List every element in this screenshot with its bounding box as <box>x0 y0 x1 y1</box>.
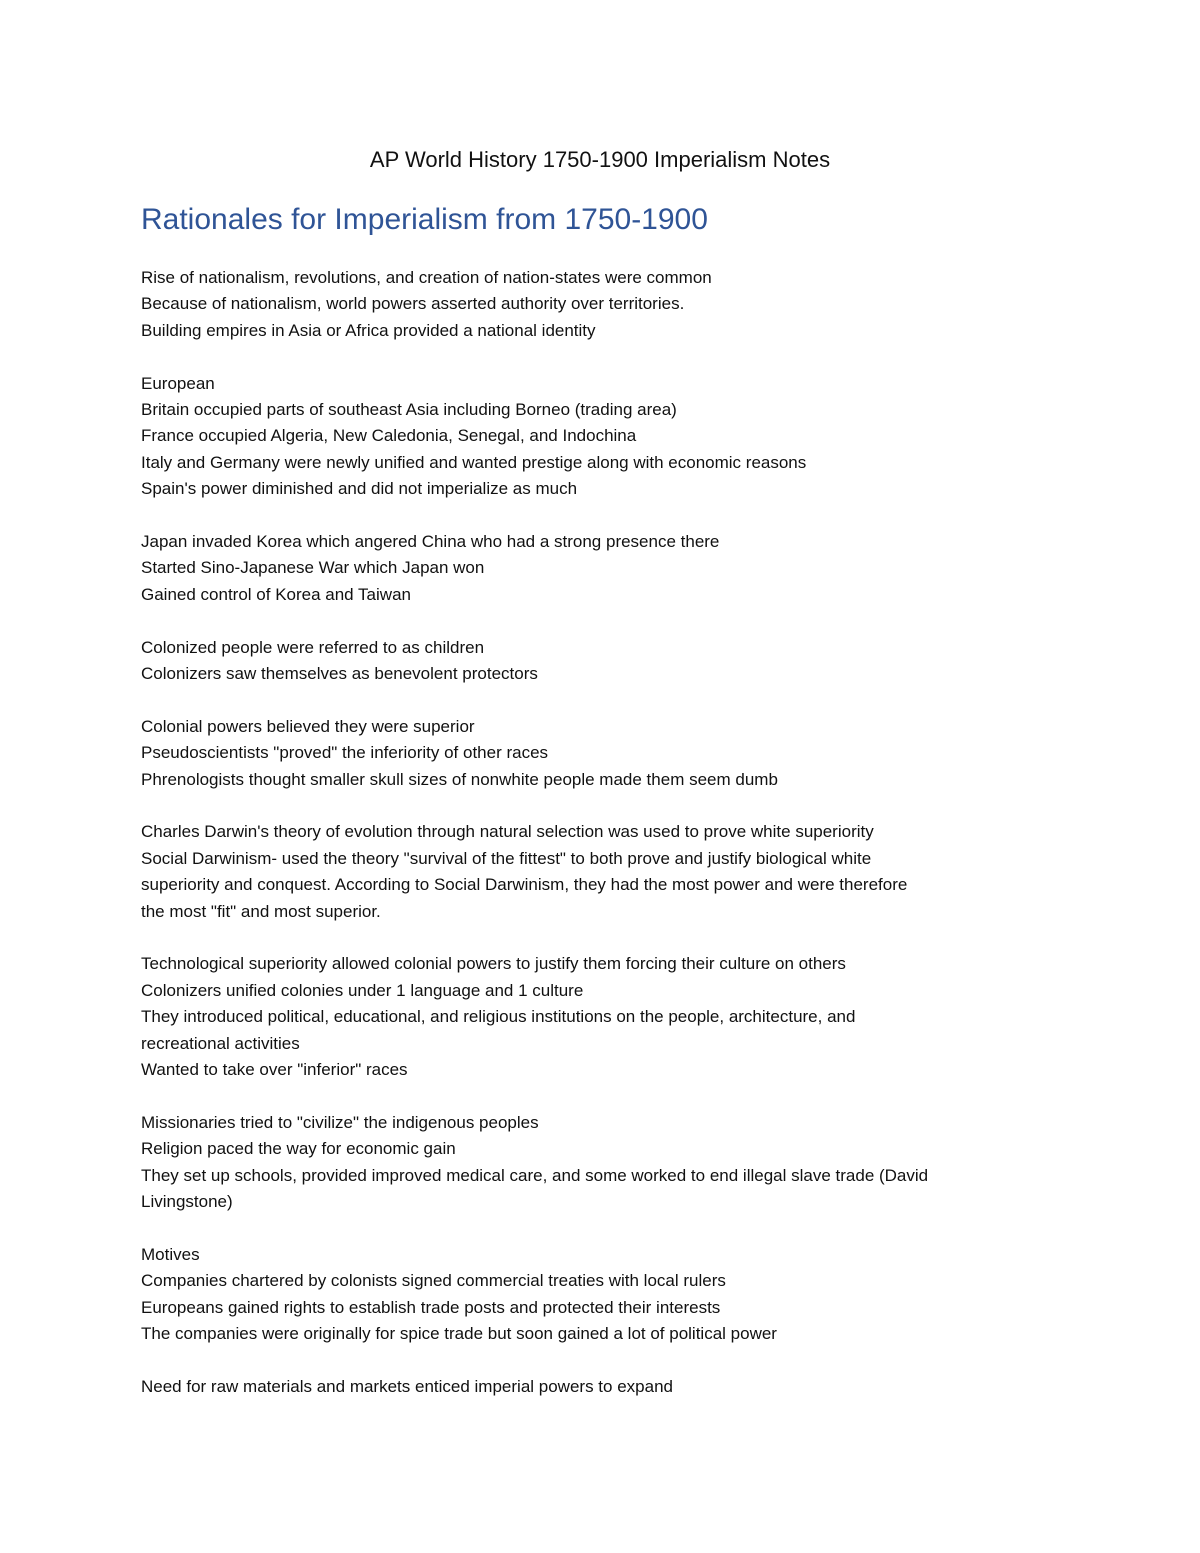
text-line: Colonizers unified colonies under 1 language and 1 culture <box>141 980 584 1000</box>
text-line: European <box>141 373 215 393</box>
notes-paragraph <box>141 635 1071 688</box>
text-line: Pseudoscientists "proved" the inferiority of other races <box>141 743 549 763</box>
text-line: Technological superiority allowed colonial powers to justify them forcing their culture on others <box>141 954 846 974</box>
notes-paragraph <box>141 714 1071 793</box>
text-line: superiority and conquest. According to Social Darwinism, they had the most power and were therefore <box>141 875 908 895</box>
text-line: Colonized people were referred to as children <box>141 637 485 657</box>
text-line: France occupied Algeria, New Caledonia, Senegal, and Indochina <box>141 426 637 446</box>
text-line: Gained control of Korea and Taiwan <box>141 584 411 604</box>
text-line: Social Darwinism- used the theory "survival of the fittest" to both prove and justify biological white <box>141 848 872 868</box>
text-line: Need for raw materials and markets enticed imperial powers to expand <box>141 1376 673 1396</box>
text-line: Colonizers saw themselves as benevolent protectors <box>141 664 538 684</box>
notes-paragraph <box>141 371 1071 503</box>
text-line: recreational activities <box>141 1033 300 1053</box>
text-line: Rise of nationalism, revolutions, and creation of nation-states were common <box>141 268 712 287</box>
notes-paragraph <box>141 1110 1071 1216</box>
document-title: AP World History 1750-1900 Imperialism Notes <box>369 147 831 172</box>
text-line: Motives <box>141 1244 200 1264</box>
notes-body <box>141 265 1071 1427</box>
text-line: Charles Darwin's theory of evolution through natural selection was used to prove white superiority <box>141 822 874 842</box>
notes-paragraph <box>141 1374 1071 1400</box>
text-line: Italy and Germany were newly unified and wanted prestige along with economic reasons <box>141 452 807 472</box>
text-line: Started Sino-Japanese War which Japan won <box>141 558 485 578</box>
text-line: Japan invaded Korea which angered China who had a strong presence there <box>141 532 720 552</box>
text-line: Wanted to take over "inferior" races <box>141 1060 408 1080</box>
text-line: Companies chartered by colonists signed commercial treaties with local rulers <box>141 1271 726 1291</box>
text-line: Missionaries tried to "civilize" the indigenous peoples <box>141 1112 539 1132</box>
section-heading: Rationales for Imperialism from 1750-1900 <box>141 203 708 236</box>
text-line: Spain's power diminished and did not imperialize as much <box>141 479 578 499</box>
text-line: They set up schools, provided improved medical care, and some worked to end illegal slave trade (David <box>141 1165 929 1185</box>
text-line: the most "fit" and most superior. <box>141 901 381 921</box>
text-line: They introduced political, educational, and religious institutions on the people, architecture, and <box>141 1007 856 1027</box>
text-line: Colonial powers believed they were superior <box>141 716 475 736</box>
text-line: Britain occupied parts of southeast Asia including Borneo (trading area) <box>141 400 677 420</box>
text-line: Religion paced the way for economic gain <box>141 1139 456 1159</box>
text-line: Building empires in Asia or Africa provided a national identity <box>141 320 596 340</box>
text-line: The companies were originally for spice trade but soon gained a lot of political power <box>141 1324 777 1344</box>
text-line: Europeans gained rights to establish trade posts and protected their interests <box>141 1297 721 1317</box>
notes-paragraph <box>141 1242 1071 1348</box>
text-line: Because of nationalism, world powers asserted authority over territories. <box>141 294 685 314</box>
text-line: Phrenologists thought smaller skull sizes of nonwhite people made them seem dumb <box>141 769 778 789</box>
notes-paragraph <box>141 529 1071 608</box>
notes-paragraph <box>141 951 1071 1083</box>
notes-paragraph <box>141 819 1071 925</box>
text-line: Livingstone) <box>141 1192 233 1212</box>
notes-paragraph <box>141 265 1071 344</box>
